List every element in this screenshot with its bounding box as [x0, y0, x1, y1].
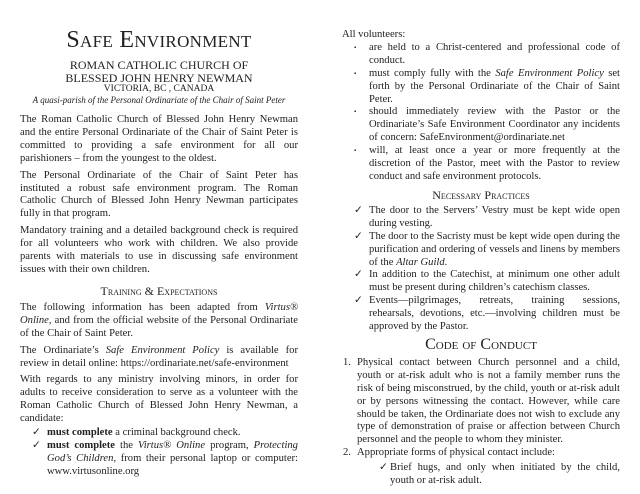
text: should immediately review with the Pastor or the Ordinariate’s Safe Environment Coordinator any incidents of concern: SafeEnvironment@ordinariate.net — [369, 106, 620, 144]
text: must complete — [47, 439, 115, 451]
text: Events—pilgrimages, retreats, training sessions, rehearsals, devotions, etc.—involving children must be approved by the Pastor. — [369, 295, 620, 333]
volunteer-item — [354, 67, 620, 107]
training-heading: Training & Expectations — [100, 283, 218, 298]
check-icon: ✓ — [32, 439, 41, 451]
volunteer-item — [354, 106, 620, 145]
header — [20, 27, 298, 106]
practice-item — [354, 204, 620, 231]
volunteers-intro: All volunteers: — [342, 29, 406, 40]
practice-item — [354, 269, 620, 295]
intro-paragraph-3: Mandatory training and a detailed background check is required for all volunteers who work with children. We also provide parents with materials to use in discussing safe environment issues with their own children. — [20, 225, 298, 275]
conduct-subitem — [379, 462, 620, 488]
text: Brief hugs, and only when initiated by the child, youth or at-risk adult. — [390, 462, 620, 487]
bullet-icon: ▪ — [354, 70, 357, 77]
right-column — [342, 29, 620, 488]
text: Safe Environment Policy — [495, 67, 604, 79]
requirements-list — [32, 427, 299, 479]
text: is available for review in detail online: https://ordinariate.net/safe-environment — [20, 344, 298, 369]
check-icon: ✓ — [354, 269, 363, 281]
text: Appropriate forms of physical contact include: — [357, 447, 555, 459]
text: Altar Guild — [396, 256, 445, 268]
check-icon: ✓ — [32, 427, 41, 439]
text: Protecting God’s Children — [47, 439, 298, 464]
item-number: 2. — [343, 447, 351, 459]
conduct-list — [343, 356, 620, 488]
practice-item — [354, 295, 620, 334]
requirement-item — [32, 427, 298, 440]
item-number: 1. — [343, 356, 351, 368]
volunteer-item — [354, 41, 620, 68]
training-paragraph-3: With regards to any ministry involving minors, in order for adults to receive consideration to serve as a volunteer with the Roman Catholic Church of Blessed John Henry Newman, a candidate: — [20, 374, 298, 425]
training-paragraph-2 — [20, 345, 298, 371]
text: program, — [205, 439, 254, 451]
practice-item — [354, 230, 620, 270]
bullet-icon: ▪ — [354, 148, 357, 155]
church-name-line1: ROMAN CATHOLIC CHURCH OF — [69, 58, 249, 72]
page-title: Safe Environment — [66, 27, 252, 53]
text: The following information has been adapted from — [20, 301, 265, 313]
intro-paragraph-2: The Personal Ordinariate of the Chair of Saint Peter has instituted a robust safe environment program. The Roman Catholic Church of Blessed John Henry Newman participates fully in that program. — [20, 169, 298, 220]
practices-heading: Necessary Practices — [432, 187, 530, 202]
volunteers-list — [354, 41, 620, 184]
text: Physical contact between Church personnel and a child, youth or at-risk adult who is not a family member runs the risk of being misconstrued, by the child, youth or at-risk adult or by persons witnessing the contact. However, while care should be taken, the Ordinariate does not wish to exclude any type of demonstration of praise or affection between Church personnel and the people to whom they minister. — [357, 356, 620, 446]
intro-paragraph-1: The Roman Catholic Church of Blessed John Henry Newman and the entire Personal Ordinariate of the Chair of Saint Peter is committed to providing a safe environment for all our parishioners – from the youngest to the oldest. — [20, 114, 298, 164]
text: a criminal background check. — [112, 427, 241, 439]
volunteer-item — [354, 145, 620, 184]
text: , from their personal laptop or computer: www.virtusonline.org — [47, 452, 299, 477]
bullet-icon: ▪ — [354, 109, 357, 116]
text: must complete — [47, 427, 113, 439]
left-column — [20, 27, 298, 479]
check-icon: ✓ — [354, 295, 363, 307]
tagline: A quasi-parish of the Personal Ordinariate of the Chair of Saint Peter — [32, 95, 286, 105]
bullet-icon: ▪ — [354, 44, 357, 51]
text: are held to a Christ-centered and professional code of conduct. — [369, 41, 620, 66]
text: set forth by the Personal Ordinariate of the Chair of Saint Peter. — [369, 67, 620, 105]
text: The door to the Servers’ Vestry must be kept wide open during vesting. — [369, 204, 620, 229]
virtus-name: Virtus® Online — [20, 301, 298, 326]
location: VICTORIA, BC , CANADA — [103, 84, 215, 94]
text: must comply fully with the — [369, 67, 496, 79]
text: The Ordinariate’s — [20, 344, 106, 356]
text: , and from the official website of the Personal Ordinariate of the Chair of Saint Peter. — [20, 314, 298, 339]
check-icon: ✓ — [354, 204, 363, 216]
training-paragraph-1 — [20, 302, 298, 341]
text: will, at least once a year or more frequently at the discretion of the Pastor, meet with the Pastor to review conduct and safe environment protocols. — [369, 145, 620, 182]
practices-list — [354, 204, 620, 334]
text: Virtus® Online — [138, 439, 206, 451]
text: . — [444, 256, 448, 268]
church-name-line2: BLESSED JOHN HENRY NEWMAN — [65, 70, 253, 85]
policy-name: Safe Environment Policy — [105, 344, 220, 356]
text: In addition to the Catechist, at minimum one other adult must be present during children’s catechism classes. — [369, 269, 620, 294]
conduct-item — [343, 447, 620, 460]
text: the — [115, 439, 139, 451]
text: The door to the Sacristy must be kept wide open during the purification and ordering of vessels and linens by members of the — [369, 230, 620, 268]
conduct-item — [343, 356, 620, 447]
conduct-heading: Code of Conduct — [425, 335, 537, 353]
check-icon: ✓ — [379, 462, 388, 474]
requirement-item — [32, 439, 299, 479]
check-icon: ✓ — [354, 230, 363, 242]
